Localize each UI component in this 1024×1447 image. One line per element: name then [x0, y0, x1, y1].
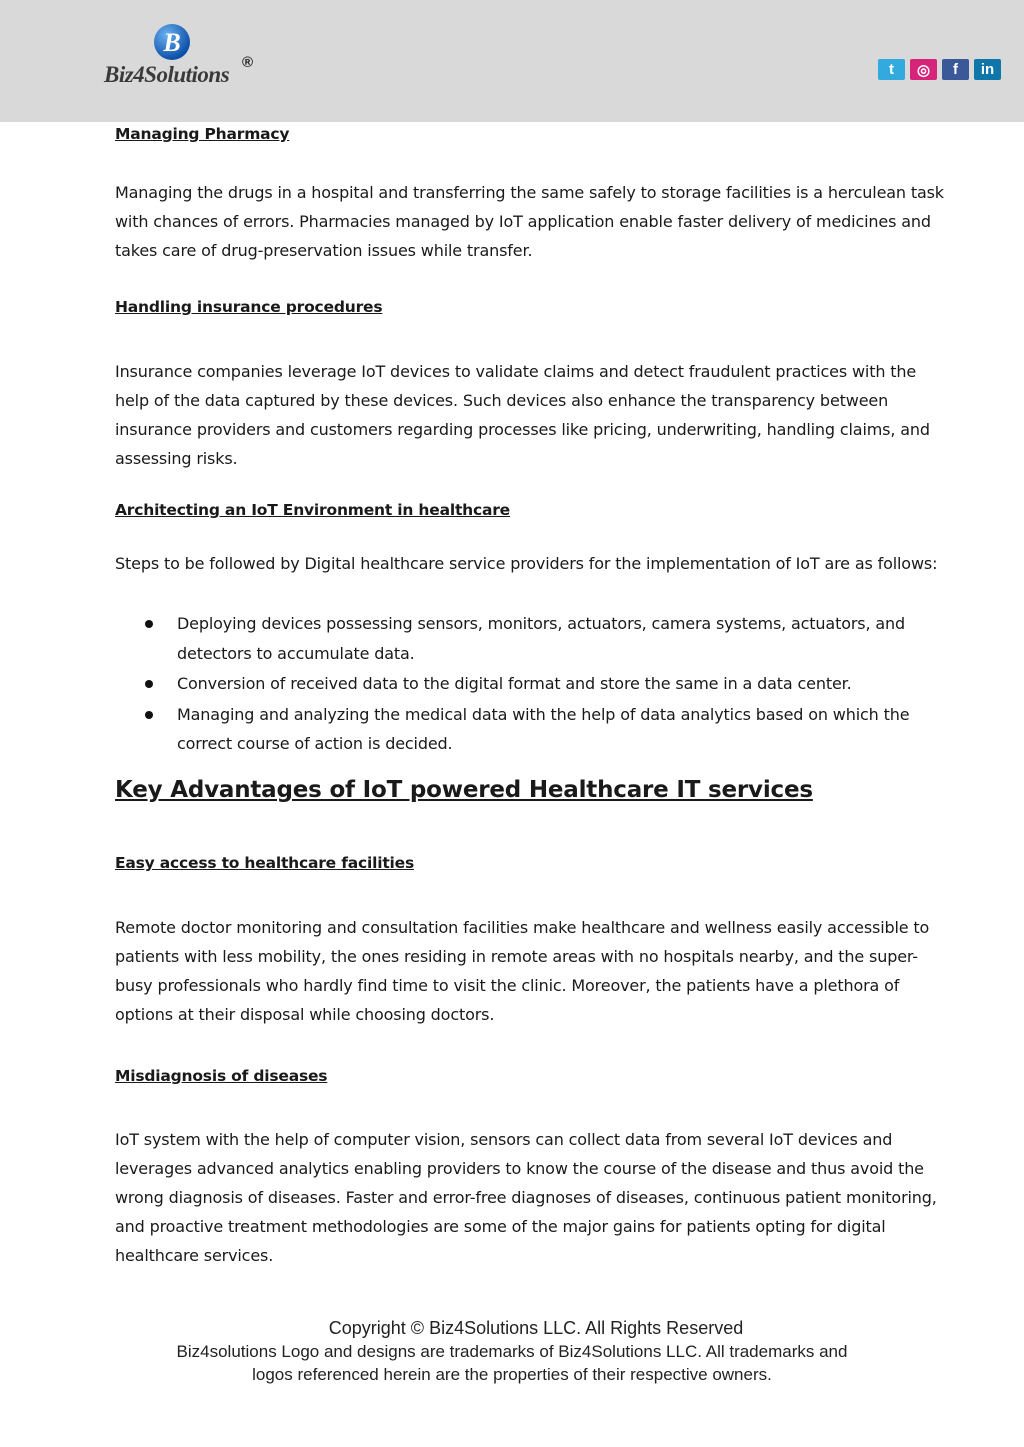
paragraph-insurance: Insurance companies leverage IoT devices to validate claims and detect fraudulent practices with the help of the data captured by these devices. Such devices also enhance the transparency between insurance providers and customers regarding processes like pricing, underwriting, handling claims, and assessing risks.	[115, 362, 930, 468]
paragraph-managing-pharmacy: Managing the drugs in a hospital and transferring the same safely to storage facilities is a herculean task with chances of errors. Pharmacies managed by IoT application enable faster delivery of medicines and takes care of drug-preservation issues while transfer.	[115, 183, 944, 260]
social-links	[878, 59, 1001, 80]
svg-text:B: B	[163, 28, 181, 57]
copyright-text: Copyright © Biz4Solutions LLC. All Rights Reserved	[328, 1318, 744, 1338]
twitter-icon[interactable]: t	[878, 59, 905, 80]
bullet-icon	[145, 680, 153, 688]
heading-managing-pharmacy: Managing Pharmacy	[115, 125, 290, 143]
bullet-icon	[145, 711, 153, 719]
logo-globe-icon	[152, 22, 192, 62]
trademark-text-line1: Biz4solutions Logo and designs are trademarks of Biz4Solutions LLC. All trademarks and	[176, 1342, 848, 1361]
registered-mark: ®	[242, 54, 254, 71]
paragraph-easy-access: Remote doctor monitoring and consultation facilities make healthcare and wellness easily accessible to patients with less mobility, the ones residing in remote areas with no hospitals nearby, and the super-busy professionals who hardly find time to visit the clinic. Moreover, the patients have a plethora of options at their disposal while choosing doctors.	[115, 918, 930, 1024]
heading-key-advantages: Key Advantages of IoT powered Healthcare IT services	[115, 777, 813, 803]
instagram-icon[interactable]: ◎	[910, 59, 937, 80]
facebook-icon[interactable]: f	[942, 59, 969, 80]
paragraph-misdiagnosis: IoT system with the help of computer vision, sensors can collect data from several IoT devices and leverages advanced analytics enabling providers to know the course of the disease and thus avoid the wrong diagnosis of diseases. Faster and error-free diagnoses of diseases, continuous patient monitoring, and proactive treatment methodologies are some of the major gains for patients opting for digital healthcare services.	[115, 1130, 937, 1265]
list-item: Deploying devices possessing sensors, monitors, actuators, camera systems, actuators, and detectors to accumulate data.	[115, 609, 945, 668]
page-header	[0, 0, 1024, 122]
logo-wordmark: Biz4Solutions	[104, 62, 230, 87]
paragraph-architecting: Steps to be followed by Digital healthcare service providers for the implementation of IoT are as follows:	[115, 554, 938, 573]
bullet-icon	[145, 620, 153, 628]
heading-architecting: Architecting an IoT Environment in healthcare	[115, 501, 510, 519]
heading-insurance: Handling insurance procedures	[115, 298, 383, 316]
list-item: Conversion of received data to the digital format and store the same in a data center.	[115, 669, 945, 699]
trademark-text-line2: logos referenced herein are the properties of their respective owners.	[252, 1365, 772, 1384]
heading-easy-access: Easy access to healthcare facilities	[115, 854, 414, 872]
heading-misdiagnosis: Misdiagnosis of diseases	[115, 1067, 328, 1085]
linkedin-icon[interactable]: in	[974, 59, 1001, 80]
list-item: Managing and analyzing the medical data with the help of data analytics based on which the correct course of action is decided.	[115, 700, 945, 759]
architecting-steps-list	[115, 609, 945, 760]
biz4solutions-logo[interactable]	[104, 22, 264, 94]
